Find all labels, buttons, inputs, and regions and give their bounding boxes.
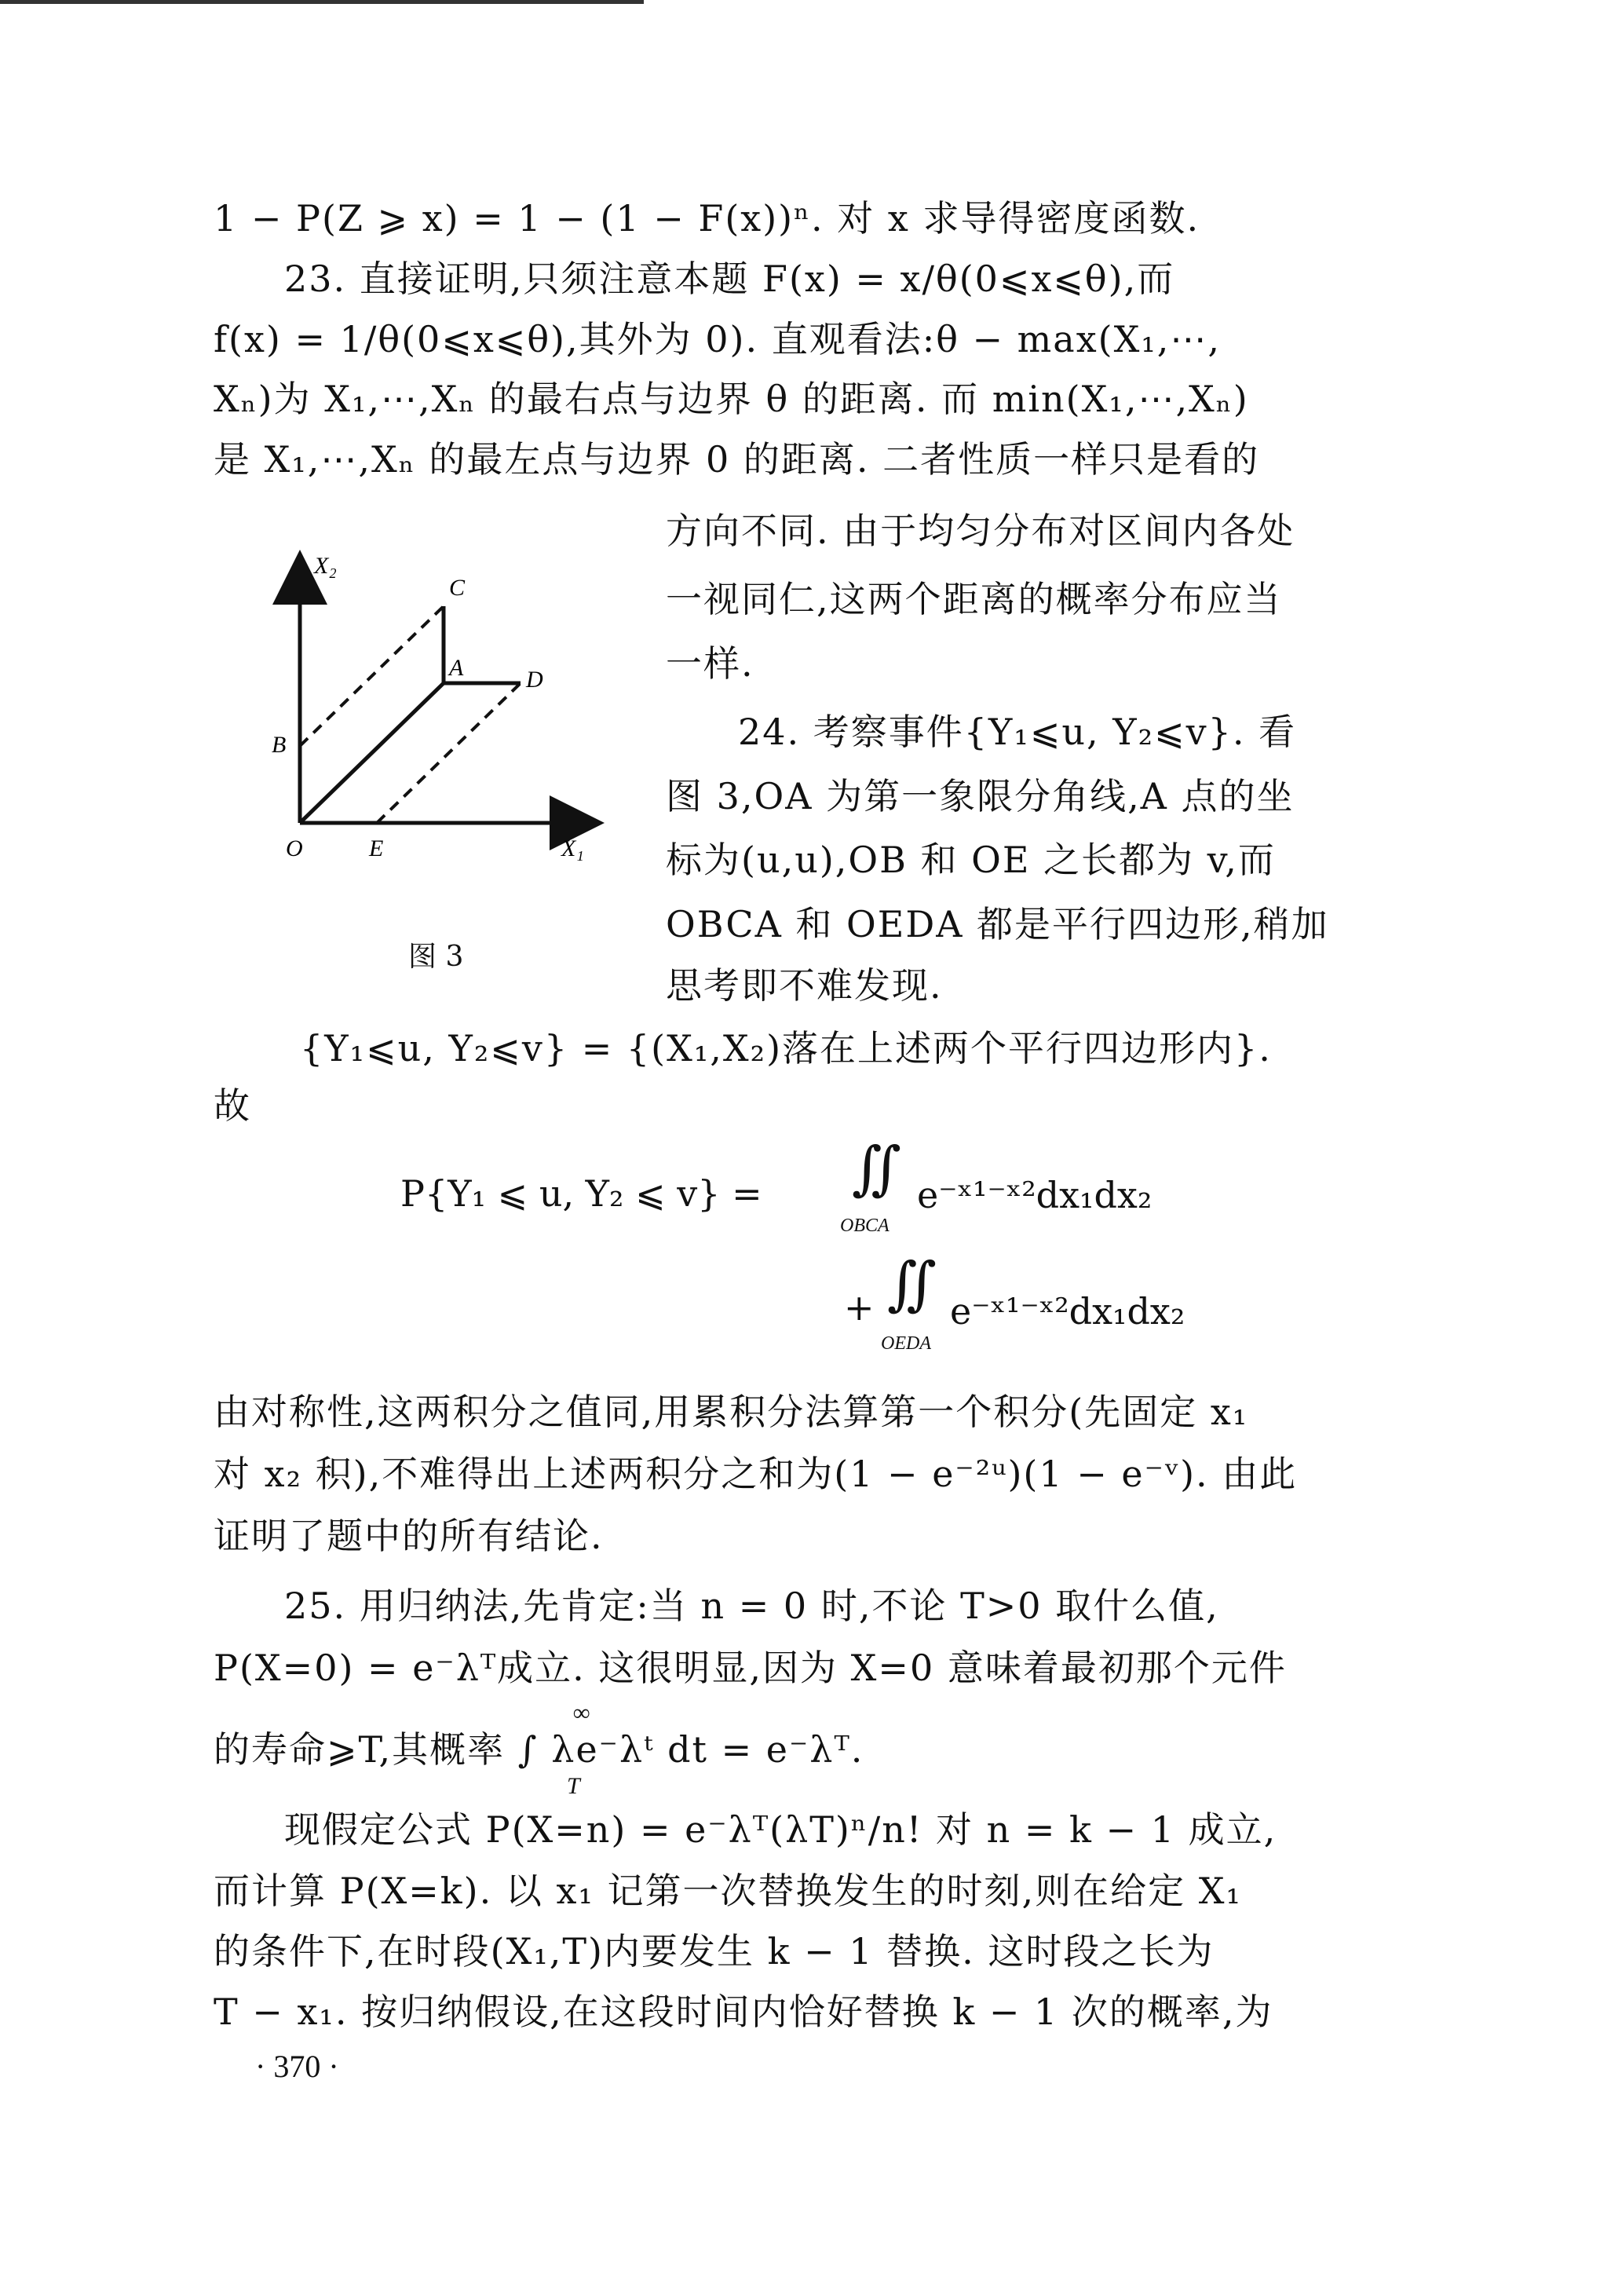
text-line: 一样. <box>666 642 754 685</box>
segment-ED <box>377 683 521 823</box>
text-line: {Y₁⩽u, Y₂⩽v} = {(X₁,X₂)落在上述两个平行四边形内}. <box>300 1027 1272 1069</box>
segment-BC <box>300 606 444 746</box>
integral-upper-limit: ∞ <box>573 1700 590 1726</box>
text-line: Xₙ)为 X₁,⋯,Xₙ 的最右点与边界 θ 的距离. 而 min(X₁,⋯,Xₙ) <box>214 378 1249 420</box>
text-line: 思考即不难发现. <box>666 964 943 1007</box>
integrand-2: e⁻ˣ¹⁻ˣ²dx₁dx₂ <box>950 1290 1185 1333</box>
page-number: · 370 · <box>255 2049 339 2084</box>
label-C: C <box>449 575 466 601</box>
label-x2: X₂ <box>314 553 337 579</box>
text-line: 对 x₂ 积),不难得出上述两积分之和为(1 − e⁻²ᵘ)(1 − e⁻ᵛ). 由此 <box>214 1453 1298 1495</box>
plus-sign: + <box>844 1286 875 1329</box>
label-E: E <box>369 835 384 861</box>
integral-lower-limit: T <box>567 1773 580 1799</box>
label-D: D <box>526 667 543 693</box>
text-line: 1 − P(Z ⩾ x) = 1 − (1 − F(x))ⁿ. 对 x 求导得密度函数. <box>214 197 1200 239</box>
label-x1: X₁ <box>561 835 584 861</box>
text-line: 的寿命⩾T,其概率 ∫ λe⁻λᵗ dt = e⁻λᵀ. <box>214 1728 864 1771</box>
label-B: B <box>272 732 287 758</box>
diagonal-OA <box>300 683 444 823</box>
text-line: 标为(u,u),OB 和 OE 之长都为 v,而 <box>666 839 1276 881</box>
text-line: OBCA 和 OEDA 都是平行四边形,稍加 <box>666 903 1329 945</box>
double-integral-2: ∬ <box>887 1250 937 1318</box>
text-line: 图 3,OA 为第一象限分角线,A 点的坐 <box>666 775 1295 817</box>
region-1-label: OBCA <box>840 1216 890 1236</box>
label-O: O <box>286 835 303 861</box>
figure-3-diagram <box>267 542 612 887</box>
label-A: A <box>449 655 464 681</box>
equation-lhs: P{Y₁ ⩽ u, Y₂ ⩽ v} = <box>400 1172 762 1215</box>
double-integral-1: ∬ <box>852 1135 902 1202</box>
text-line: 24. 考察事件{Y₁⩽u, Y₂⩽v}. 看 <box>738 711 1297 753</box>
text-line: 方向不同. 由于均匀分布对区间内各处 <box>666 510 1295 552</box>
text-line: 的条件下,在时段(X₁,T)内要发生 k − 1 替换. 这时段之长为 <box>214 1930 1215 1972</box>
text-line: f(x) = 1/θ(0⩽x⩽θ),其外为 0). 直观看法:θ − max(X₁,⋯, <box>214 318 1222 360</box>
text-line: T − x₁. 按归纳假设,在这段时间内恰好替换 k − 1 次的概率,为 <box>214 1991 1273 2033</box>
text-line: 23. 直接证明,只须注意本题 F(x) = x/θ(0⩽x⩽θ),而 <box>284 258 1175 300</box>
top-rule <box>0 0 644 4</box>
text-line: P(X=0) = e⁻λᵀ成立. 这很明显,因为 X=0 意味着最初那个元件 <box>214 1647 1287 1689</box>
text-line: 一视同仁,这两个距离的概率分布应当 <box>666 578 1282 620</box>
text-line: 由对称性,这两积分之值同,用累积分法算第一个积分(先固定 x₁ <box>214 1391 1249 1433</box>
text-line: 证明了题中的所有结论. <box>214 1515 604 1557</box>
integrand-1: e⁻ˣ¹⁻ˣ²dx₁dx₂ <box>917 1174 1153 1216</box>
text-line: 是 X₁,⋯,Xₙ 的最左点与边界 0 的距离. 二者性质一样只是看的 <box>214 438 1260 481</box>
text-line: 而计算 P(X=k). 以 x₁ 记第一次替换发生的时刻,则在给定 X₁ <box>214 1870 1242 1912</box>
figure-caption: 图 3 <box>408 941 464 973</box>
text-line: 现假定公式 P(X=n) = e⁻λᵀ(λT)ⁿ/n! 对 n = k − 1 成立, <box>284 1808 1277 1851</box>
region-2-label: OEDA <box>881 1333 931 1354</box>
text-line: 25. 用归纳法,先肯定:当 n = 0 时,不论 T>0 取什么值, <box>284 1585 1219 1627</box>
text-line: 故 <box>214 1084 251 1127</box>
